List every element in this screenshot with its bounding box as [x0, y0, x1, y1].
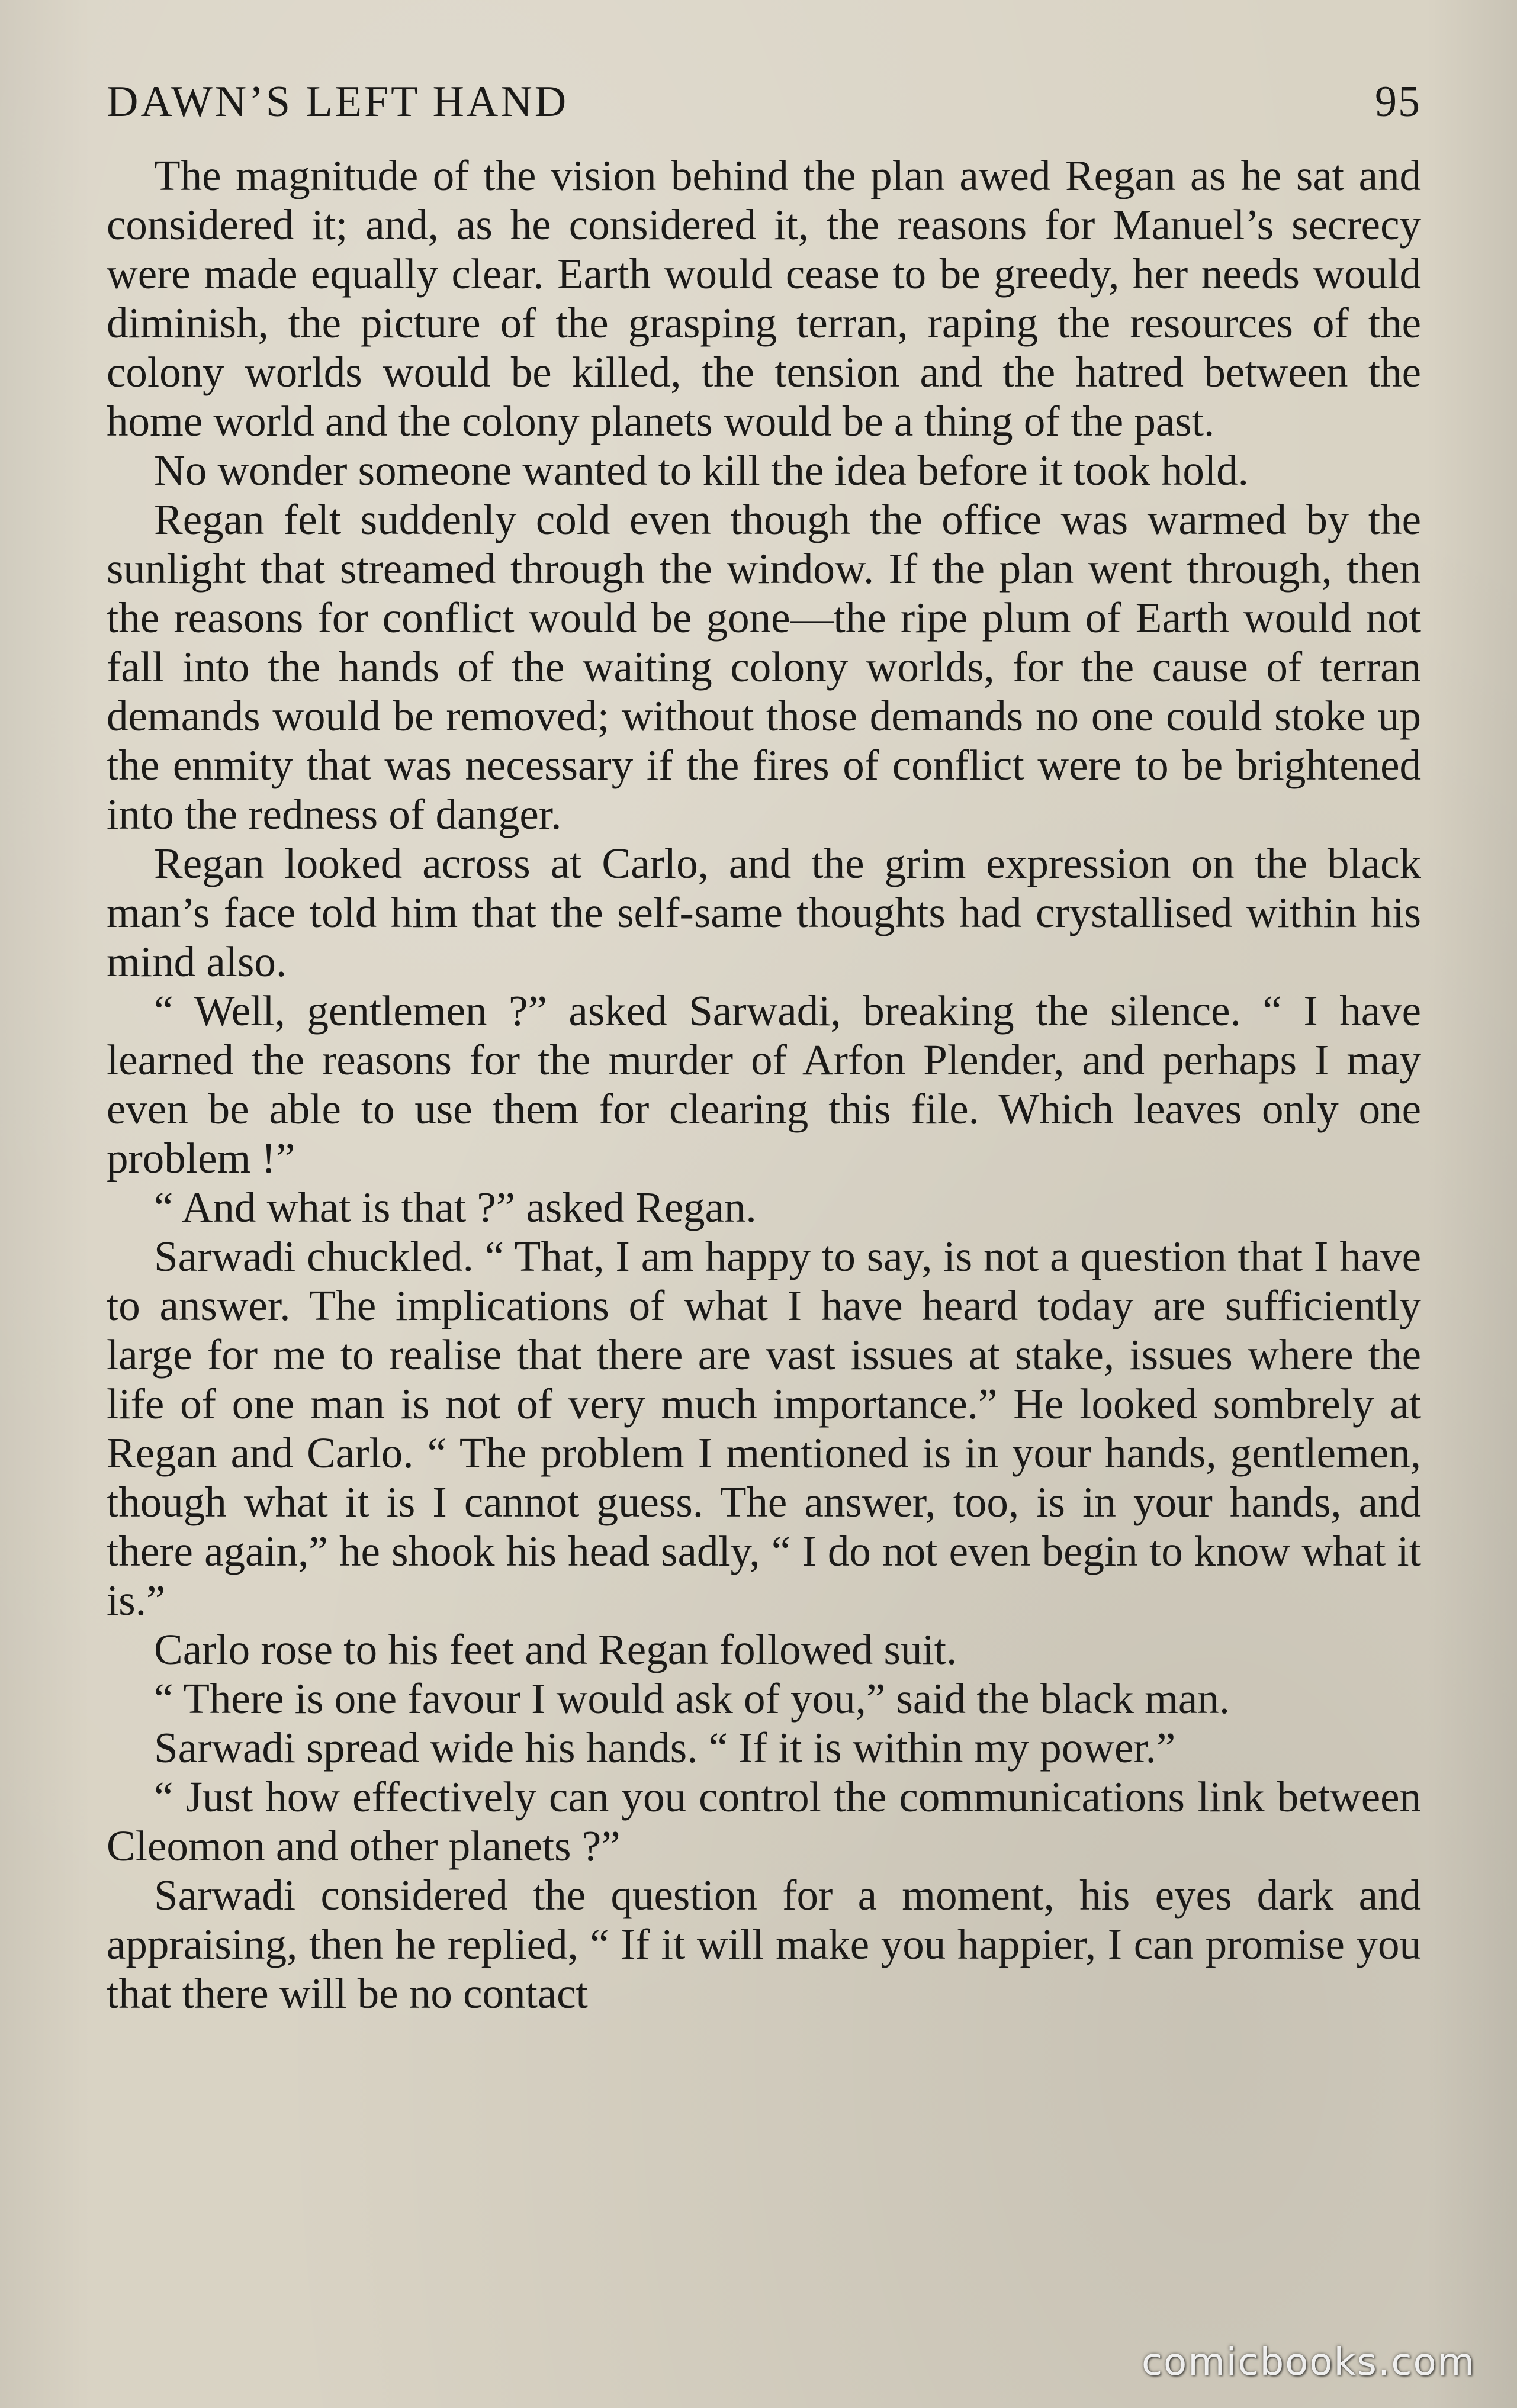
paragraph: Sarwadi considered the question for a moment, his eyes dark and appraising, then he replied, “ If it will make you happier, I can promise you that there will be no contact	[107, 1871, 1421, 2017]
body-text	[107, 151, 1421, 2018]
page-number: 95	[1375, 78, 1421, 126]
paragraph: Sarwadi chuckled. “ That, I am happy to say, is not a question that I have to answer. The implications of what I have heard today are sufficiently large for me to realise that there are vast issues at stake, issues where the life of one man is not of very much importance.” He looked sombrely at Regan and Carlo. “ The problem I mentioned is in your hands, gentlemen, though what it is I cannot guess. The answer, too, is in your hands, and there again,” he shook his head sadly, “ I do not even begin to know what it is.”	[107, 1232, 1421, 1624]
paragraph: Regan looked across at Carlo, and the grim expression on the black man’s face told him that the self-same thoughts had crystallised within his mind also.	[107, 839, 1421, 986]
paragraph: “ Well, gentlemen ?” asked Sarwadi, breaking the silence. “ I have learned the reasons for the murder of Arfon Plender, and perhaps I may even be able to use them for clearing this file. Which leaves only one problem !”	[107, 987, 1421, 1182]
book-page	[107, 77, 1421, 2018]
paragraph: No wonder someone wanted to kill the idea before it took hold.	[154, 446, 1249, 494]
paragraph: Carlo rose to his feet and Regan followed suit.	[154, 1625, 957, 1673]
watermark: comicbooks.com	[1141, 2341, 1476, 2384]
paragraph: The magnitude of the vision behind the plan awed Regan as he sat and considered it; and, as he considered it, the reasons for Manuel’s secrecy were made equally clear. Earth would cease to be greedy, her needs would diminish, the picture of the grasping terran, raping the resources of the colony worlds would be killed, the tension and the hatred between the home world and the colony planets would be a thing of the past.	[107, 152, 1421, 445]
book-title: DAWN’S LEFT HAND	[107, 78, 569, 126]
running-head	[107, 77, 1421, 127]
paragraph: “ There is one favour I would ask of you,” said the black man.	[154, 1675, 1230, 1723]
paragraph: “ Just how effectively can you control the communications link between Cleomon and other planets ?”	[107, 1773, 1421, 1870]
paragraph: Regan felt suddenly cold even though the office was warmed by the sunlight that streamed through the window. If the plan went through, then the reasons for conflict would be gone—the ripe plum of Earth would not fall into the hands of the waiting colony worlds, for the cause of terran demands would be removed; without those demands no one could stoke up the enmity that was necessary if the fires of conflict were to be brightened into the redness of danger.	[107, 495, 1421, 838]
paragraph: Sarwadi spread wide his hands. “ If it is within my power.”	[154, 1724, 1176, 1772]
paragraph: “ And what is that ?” asked Regan.	[154, 1183, 757, 1231]
